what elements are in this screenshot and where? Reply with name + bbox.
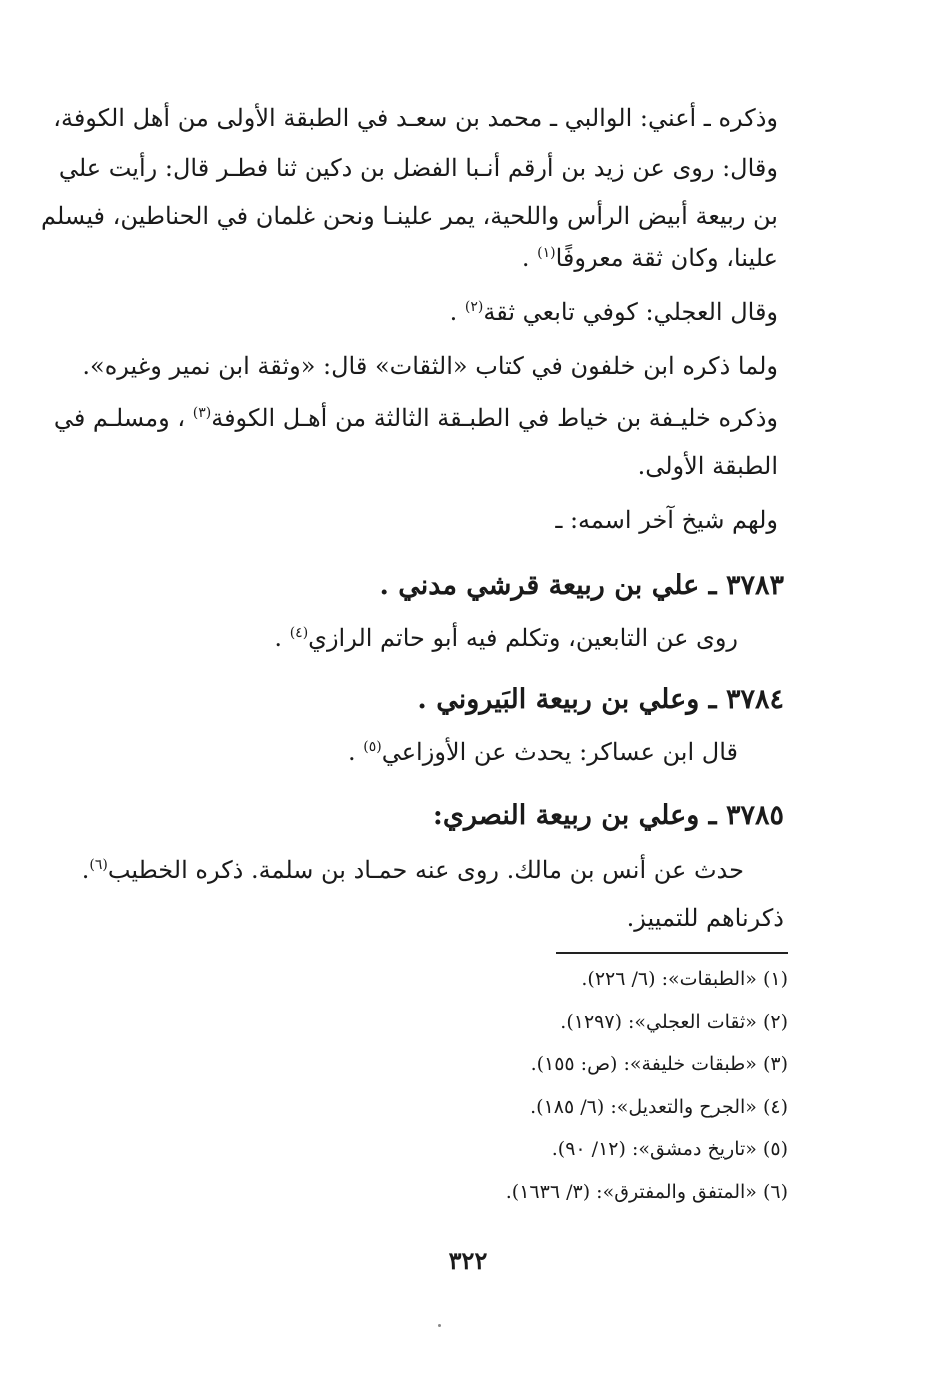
- text-run: قال ابن عساكر: يحدث عن الأوزاعي: [381, 738, 738, 766]
- page-number: ٣٢٢: [448, 1246, 488, 1275]
- footnote-marker: (٥): [363, 739, 382, 755]
- text-line: ولما ذكره ابن خلفون في كتاب «الثقات» قال: «وثقة ابن نمير وغيره».: [82, 352, 778, 380]
- text-run: .: [348, 738, 364, 766]
- entry-heading: ٣٧٨٣ ـ علي بن ربيعة قرشي مدني .: [379, 570, 784, 601]
- text-line: بن ربيعة أبيض الرأس واللحية، يمر علينـا ونحن غلمان في الحناطين، فيسلم: [40, 202, 778, 230]
- footnote: (١) «الطبقات»: (٦/ ٢٢٦).: [581, 968, 788, 990]
- text-run: علينا، وكان ثقة معروفًا: [555, 244, 778, 272]
- scan-speck: [438, 1324, 441, 1327]
- footnote: (٥) «تاريخ دمشق»: (١٢/ ٩٠).: [551, 1138, 788, 1160]
- text-line: ذكرناهم للتمييز.: [626, 904, 784, 932]
- footnote-separator: [556, 952, 788, 954]
- text-run: .: [274, 624, 290, 652]
- entry-text: [348, 732, 738, 772]
- text-line: وذكره ـ أعني: الوالبي ـ محمد بن سعـد في الطبقة الأولى من أهل الكوفة،: [53, 104, 778, 132]
- text-line: [450, 292, 778, 332]
- footnote: (٣) «طبقات خليفة»: (ص: ١٥٥).: [530, 1053, 788, 1075]
- footnote: (٤) «الجرح والتعديل»: (٦/ ١٨٥).: [530, 1096, 788, 1118]
- footnote-marker: (٢): [464, 299, 484, 315]
- text-run: .: [449, 298, 465, 326]
- entry-text: [81, 850, 744, 890]
- footnote-marker: (٤): [289, 625, 309, 641]
- text-run: وقال العجلي: كوفي تابعي ثقة: [483, 298, 778, 326]
- text-run: .: [81, 856, 90, 884]
- text-line: [522, 238, 778, 278]
- footnote-marker: (١): [537, 245, 556, 261]
- entry-heading: ٣٧٨٥ ـ وعلي بن ربيعة النصري:: [432, 800, 784, 831]
- text-line: [53, 398, 778, 438]
- text-run: حدث عن أنس بن مالك. روى عنه حمـاد بن سلمة. ذكره الخطيب: [107, 856, 744, 884]
- footnote: (٦) «المتفق والمفترق»: (٣/ ١٦٣٦).: [505, 1181, 788, 1203]
- text-run: وذكره خليـفة بن خياط في الطبـقة الثالثة من أهـل الكوفة: [211, 404, 778, 432]
- text-line: وقال: روى عن زيد بن أرقم أنـبا الفضل بن دكين ثنا فطـر قال: رأيت علي: [58, 154, 778, 182]
- footnote: (٢) «ثقات العجلي»: (١٢٩٧).: [560, 1011, 788, 1033]
- text-run: ، ومسلـم في: [53, 404, 193, 432]
- footnote-marker: (٣): [192, 405, 212, 421]
- footnote-marker: (٦): [89, 857, 108, 873]
- entry-text: [274, 618, 738, 658]
- text-line: الطبقة الأولى.: [637, 452, 778, 480]
- text-line: ولهم شيخ آخر اسمه: ـ: [555, 506, 778, 534]
- text-run: .: [521, 244, 538, 272]
- text-run: روى عن التابعين، وتكلم فيه أبو حاتم الرازي: [308, 624, 738, 652]
- entry-heading: ٣٧٨٤ ـ وعلي بن ربيعة البَيروني .: [417, 684, 784, 715]
